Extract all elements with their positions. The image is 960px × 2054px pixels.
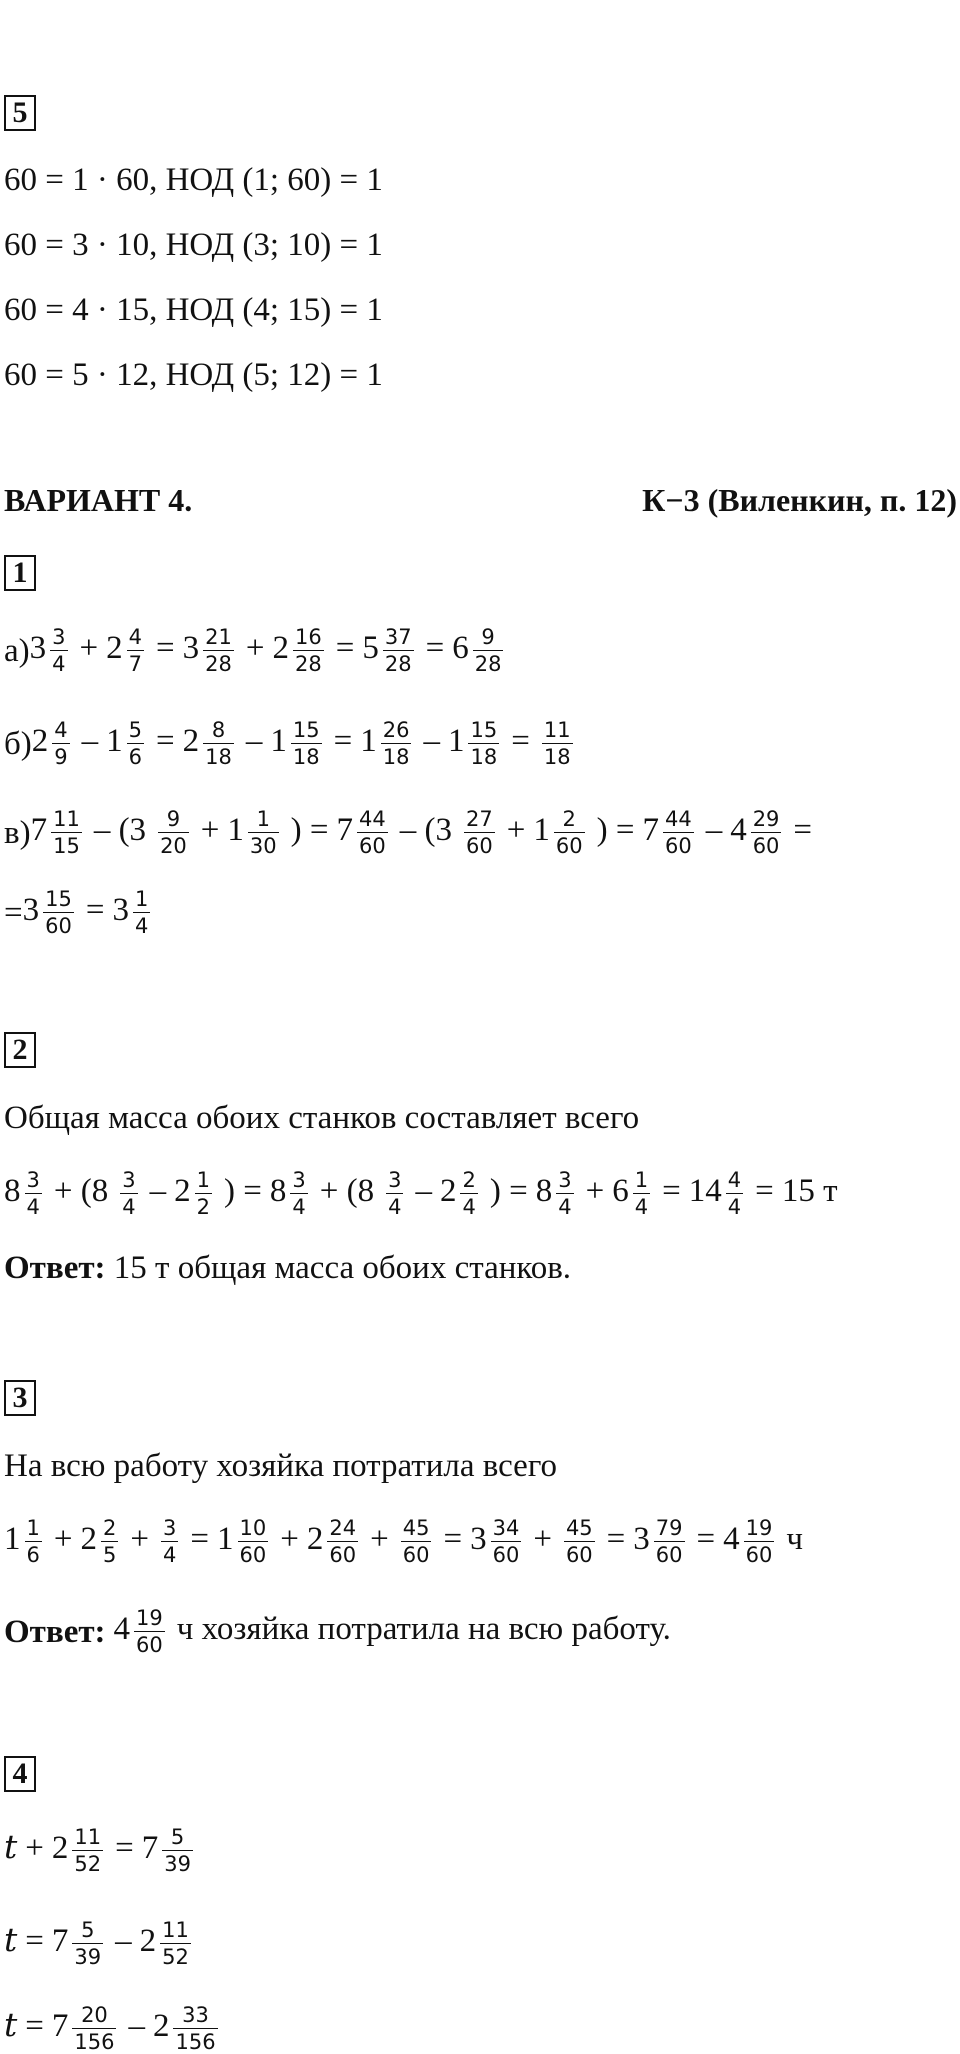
task1-b-expression [32, 718, 577, 769]
fraction [72, 2003, 116, 2054]
fraction [468, 718, 499, 769]
fraction-numerator: 3 [388, 1168, 402, 1192]
fraction-denominator: 60 [655, 1543, 683, 1567]
operator: = [115, 1830, 134, 1867]
operator: ) = [290, 812, 329, 849]
fraction-denominator: 4 [122, 1195, 136, 1219]
task1-line-v-continued [4, 887, 154, 938]
task1-line-a [4, 625, 507, 676]
fraction-numerator: 5 [170, 1825, 185, 1849]
fraction [663, 807, 694, 858]
task2-answer-text: 15 т общая масса обоих станков. [105, 1250, 572, 1286]
task3-expression [4, 1516, 811, 1567]
fraction-numerator: 4 [727, 1168, 742, 1192]
operator: ) = [223, 1173, 262, 1210]
operator: + [79, 630, 99, 667]
mixed-number-whole: 1 [533, 812, 550, 849]
task2-statement: Общая масса обоих станков составляет всего [4, 1100, 640, 1136]
fraction [120, 1168, 137, 1219]
mixed-number-whole: 2 [182, 723, 200, 760]
task2-expression [4, 1168, 846, 1219]
fraction [327, 1516, 358, 1567]
fraction [203, 718, 234, 769]
task-number-5: 5 [4, 95, 36, 131]
operator: ч хозяйка потратила на всю работу. [176, 1611, 671, 1648]
operator: + (8 [53, 1173, 109, 1210]
fraction-denominator: 60 [565, 1543, 593, 1567]
fraction-denominator: 6 [128, 745, 143, 769]
fraction-denominator: 52 [74, 1852, 102, 1876]
mixed-number-whole: 2 [106, 630, 123, 667]
fraction-denominator: 4 [388, 1195, 402, 1219]
operator: + [25, 1830, 44, 1867]
task3-answer-label: Ответ: [4, 1613, 106, 1650]
task5-line-4: 60 = 5 · 12, НОД (5; 12) = 1 [4, 357, 383, 393]
operator: ) = [489, 1173, 528, 1210]
fraction-denominator: 18 [543, 745, 571, 769]
operator: + [533, 1521, 552, 1558]
fraction-numerator: 15 [470, 718, 498, 742]
fraction-numerator: 1 [634, 1168, 649, 1192]
fraction-numerator: 79 [655, 1516, 683, 1540]
fraction-denominator: 20 [160, 834, 187, 858]
fraction [127, 718, 144, 769]
test-heading: К−3 (Виленкин, п. 12) [642, 482, 957, 518]
mixed-number-whole: 7 [141, 1830, 159, 1867]
fraction-denominator: 60 [239, 1543, 267, 1567]
fraction-numerator: 8 [211, 718, 226, 742]
mixed-number-whole: 1 [227, 812, 244, 849]
operator: = [333, 723, 353, 760]
operator: – [115, 1923, 132, 1960]
fraction [25, 1168, 42, 1219]
fraction-numerator: 20 [81, 2003, 108, 2027]
task2-formula [4, 1168, 846, 1219]
fraction-denominator: 28 [295, 652, 322, 676]
fraction-numerator: 9 [481, 625, 495, 649]
fraction [161, 1516, 178, 1567]
operator: + [370, 1521, 389, 1558]
operator: = [156, 723, 175, 760]
fraction-denominator: 4 [163, 1543, 177, 1567]
variable-t: t [4, 2005, 18, 2045]
operator: – [705, 812, 723, 849]
fraction-denominator: 28 [384, 652, 412, 676]
task5-line-2: 60 = 3 · 10, НОД (3; 10) = 1 [4, 227, 383, 263]
operator: – [415, 1173, 432, 1210]
variable-t: t [4, 1827, 18, 1867]
fraction-denominator: 60 [136, 1633, 163, 1657]
fraction-denominator: 60 [359, 834, 386, 858]
fraction [203, 625, 234, 676]
fraction [290, 1168, 307, 1219]
fraction-denominator: 4 [134, 914, 149, 938]
fraction-numerator: 5 [81, 1918, 95, 1942]
mixed-number-whole: 8 [535, 1173, 553, 1210]
operator: – [128, 2008, 145, 2045]
fraction [542, 718, 573, 769]
mixed-number-whole: 3 [633, 1521, 650, 1558]
operator: + [506, 812, 526, 849]
fraction-numerator: 11 [74, 1825, 102, 1849]
fraction [51, 807, 82, 858]
fraction-denominator: 18 [292, 745, 320, 769]
fraction-denominator: 4 [634, 1195, 649, 1219]
fraction-denominator: 60 [402, 1543, 430, 1567]
operator: – [245, 723, 263, 760]
fraction-numerator: 4 [54, 718, 68, 742]
fraction [460, 1168, 477, 1219]
operator: + [130, 1521, 149, 1558]
operator: = [25, 1923, 44, 1960]
fraction-denominator: 60 [745, 1543, 773, 1567]
fraction [291, 718, 322, 769]
operator: – (3 [93, 812, 147, 849]
mixed-number-whole: 14 [688, 1173, 722, 1210]
mixed-number-whole: 3 [29, 630, 47, 667]
mixed-number-whole: 1 [270, 723, 287, 760]
fraction-numerator: 3 [122, 1168, 136, 1192]
mixed-number-whole: 2 [51, 1830, 69, 1867]
operator: + [280, 1521, 299, 1558]
fraction-numerator: 2 [462, 1168, 476, 1192]
mixed-number-whole: 4 [730, 812, 747, 849]
mixed-number-whole: 7 [30, 812, 48, 849]
mixed-number-whole: 4 [113, 1611, 131, 1648]
task1-v-prefix: в) [4, 814, 31, 851]
fraction-numerator: 29 [752, 807, 780, 831]
fraction-denominator: 4 [26, 1195, 40, 1219]
operator: – [423, 723, 440, 760]
fraction-denominator: 39 [74, 1945, 102, 1969]
mixed-number-whole: 1 [360, 723, 377, 760]
task3-formula [4, 1516, 811, 1567]
fraction [383, 625, 414, 676]
fraction [127, 625, 144, 676]
fraction [133, 887, 150, 938]
fraction-denominator: 9 [54, 745, 68, 769]
fraction [744, 1516, 775, 1567]
mixed-number-whole: 3 [182, 630, 200, 667]
task5-line-3: 60 = 4 · 15, НОД (4; 15) = 1 [4, 292, 383, 328]
fraction-numerator: 33 [182, 2003, 209, 2027]
operator: ) = [596, 812, 635, 849]
fraction [491, 1516, 522, 1567]
fraction [381, 718, 412, 769]
mixed-number-whole: 7 [51, 1923, 69, 1960]
fraction-numerator: 3 [52, 625, 66, 649]
fraction-denominator: 4 [727, 1195, 742, 1219]
operator: = [156, 630, 175, 667]
fraction [43, 887, 74, 938]
fraction-denominator: 52 [162, 1945, 189, 1969]
fraction-denominator: 156 [175, 2030, 216, 2054]
mixed-number-whole: 7 [336, 812, 354, 849]
task1-v2-expression [23, 887, 155, 938]
fraction-numerator: 2 [562, 807, 576, 831]
fraction-numerator: 19 [136, 1606, 163, 1630]
mixed-number-whole: 4 [723, 1521, 740, 1558]
fraction [564, 1516, 595, 1567]
task4-line-2 [4, 1918, 195, 1969]
operator: – [81, 723, 99, 760]
mixed-number-whole: 2 [439, 1173, 457, 1210]
fraction-numerator: 3 [163, 1516, 177, 1540]
task4-expression-1 [4, 1825, 197, 1876]
fraction-denominator: 28 [205, 652, 232, 676]
fraction [386, 1168, 403, 1219]
mixed-number-whole: 8 [4, 1173, 21, 1210]
fraction [554, 807, 585, 858]
fraction-denominator: 60 [555, 834, 583, 858]
operator: = [25, 2008, 44, 2045]
fraction [134, 1606, 165, 1657]
task1-line-v [4, 807, 820, 858]
fraction-numerator: 2 [103, 1516, 117, 1540]
fraction [162, 1825, 193, 1876]
fraction-denominator: 30 [249, 834, 277, 858]
task4-line-1 [4, 1825, 197, 1876]
mixed-number-whole: 1 [4, 1521, 21, 1558]
fraction-numerator: 34 [492, 1516, 520, 1540]
operator: = [511, 723, 530, 760]
task4-expression-3 [4, 2003, 222, 2054]
mixed-number-whole: 7 [642, 812, 659, 849]
fraction-denominator: 6 [26, 1543, 40, 1567]
task2-answer [4, 1248, 571, 1288]
fraction [751, 807, 782, 858]
fraction-denominator: 7 [128, 652, 143, 676]
operator: + [200, 812, 220, 849]
fraction-denominator: 60 [664, 834, 692, 858]
fraction-denominator: 60 [752, 834, 780, 858]
task1-line-b [4, 718, 577, 769]
mixed-number-whole: 2 [139, 1923, 157, 1960]
fraction-numerator: 15 [45, 887, 72, 911]
mixed-number-whole: 1 [217, 1521, 234, 1558]
fraction-denominator: 4 [558, 1195, 572, 1219]
task1-b-prefix: б) [4, 725, 32, 762]
fraction [158, 807, 189, 858]
mixed-number-whole: 3 [22, 892, 40, 929]
variant-heading: ВАРИАНТ 4. [4, 482, 193, 518]
fraction [72, 1918, 103, 1969]
fraction-numerator: 1 [134, 887, 149, 911]
fraction-numerator: 44 [664, 807, 692, 831]
fraction-numerator: 3 [26, 1168, 40, 1192]
fraction-numerator: 4 [128, 625, 143, 649]
fraction-numerator: 3 [292, 1168, 306, 1192]
fraction-numerator: 10 [239, 1516, 267, 1540]
task3-answer-expression [114, 1606, 679, 1657]
fraction-numerator: 9 [166, 807, 181, 831]
fraction-denominator: 2 [196, 1195, 210, 1219]
fraction [726, 1168, 743, 1219]
fraction-numerator: 5 [128, 718, 143, 742]
mixed-number-whole: 2 [80, 1521, 97, 1558]
fraction-denominator: 18 [205, 745, 232, 769]
fraction [195, 1168, 212, 1219]
operator: = [425, 630, 445, 667]
fraction-numerator: 24 [329, 1516, 357, 1540]
mixed-number-whole: 6 [452, 630, 469, 667]
fraction-denominator: 15 [53, 834, 80, 858]
operator: = [662, 1173, 681, 1210]
mixed-number-whole: 5 [362, 630, 379, 667]
fraction-denominator: 156 [74, 2030, 115, 2054]
fraction-numerator: 45 [402, 1516, 430, 1540]
fraction-numerator: 15 [292, 718, 320, 742]
fraction-numerator: 44 [359, 807, 386, 831]
fraction-denominator: 4 [52, 652, 66, 676]
fraction-numerator: 45 [565, 1516, 593, 1540]
operator: = [696, 1521, 716, 1558]
fraction-denominator: 18 [382, 745, 410, 769]
fraction [293, 625, 324, 676]
task-number-3: 3 [4, 1380, 36, 1416]
fraction [556, 1168, 573, 1219]
fraction-denominator: 60 [466, 834, 493, 858]
operator: + (8 [319, 1173, 375, 1210]
fraction-denominator: 39 [164, 1852, 191, 1876]
operator: = [606, 1521, 626, 1558]
fraction-numerator: 37 [384, 625, 412, 649]
operator: + [53, 1521, 73, 1558]
mixed-number-whole: 2 [306, 1521, 324, 1558]
fraction-numerator: 26 [382, 718, 410, 742]
fraction-numerator: 3 [558, 1168, 572, 1192]
fraction [160, 1918, 191, 1969]
fraction-numerator: 16 [295, 625, 322, 649]
operator: + [585, 1173, 605, 1210]
mixed-number-whole: 2 [152, 2008, 170, 2045]
fraction [25, 1516, 42, 1567]
fraction-numerator: 11 [53, 807, 80, 831]
mixed-number-whole: 2 [174, 1173, 191, 1210]
operator: ч [786, 1521, 803, 1558]
fraction [50, 625, 67, 676]
variable-t: t [4, 1920, 18, 1960]
operator: + [245, 630, 265, 667]
operator: = [443, 1521, 463, 1558]
operator: – (3 [399, 812, 452, 849]
fraction-denominator: 5 [103, 1543, 117, 1567]
fraction [248, 807, 279, 858]
fraction-denominator: 28 [474, 652, 502, 676]
fraction-numerator: 11 [543, 718, 571, 742]
task3-statement: На всю работу хозяйка потратила всего [4, 1448, 558, 1484]
task-number-2: 2 [4, 1032, 36, 1068]
mixed-number-whole: 3 [112, 892, 129, 929]
mixed-number-whole: 1 [106, 723, 123, 760]
mixed-number-whole: 8 [269, 1173, 287, 1210]
mixed-number-whole: 1 [447, 723, 465, 760]
fraction [473, 625, 504, 676]
fraction-numerator: 11 [162, 1918, 189, 1942]
task1-v2-prefix: = [4, 894, 23, 931]
task-number-1: 1 [4, 555, 36, 591]
task-number-4: 4 [4, 1756, 36, 1792]
fraction-denominator: 4 [292, 1195, 306, 1219]
fraction-numerator: 21 [205, 625, 232, 649]
fraction [401, 1516, 432, 1567]
operator: = 15 т [755, 1173, 838, 1210]
fraction-numerator: 1 [26, 1516, 40, 1540]
fraction [52, 718, 69, 769]
operator: = [793, 812, 813, 849]
task2-answer-label: Ответ: [4, 1250, 106, 1286]
fraction-numerator: 1 [196, 1168, 210, 1192]
fraction-denominator: 60 [45, 914, 72, 938]
fraction [357, 807, 388, 858]
fraction [101, 1516, 118, 1567]
operator: – [149, 1173, 167, 1210]
task5-line-1: 60 = 1 · 60, НОД (1; 60) = 1 [4, 162, 383, 198]
operator: = [190, 1521, 209, 1558]
fraction [654, 1516, 685, 1567]
fraction-numerator: 27 [466, 807, 493, 831]
operator: = [335, 630, 355, 667]
mixed-number-whole: 2 [272, 630, 289, 667]
mixed-number-whole: 7 [51, 2008, 69, 2045]
fraction [633, 1168, 650, 1219]
fraction [173, 2003, 217, 2054]
task4-line-3 [4, 2003, 222, 2054]
mixed-number-whole: 3 [470, 1521, 487, 1558]
fraction-numerator: 1 [256, 807, 270, 831]
mixed-number-whole: 6 [612, 1173, 629, 1210]
fraction-denominator: 60 [329, 1543, 357, 1567]
fraction [238, 1516, 269, 1567]
task1-a-prefix: а) [4, 632, 30, 669]
task1-a-expression [30, 625, 508, 676]
task3-answer [4, 1606, 679, 1657]
fraction-denominator: 60 [492, 1543, 520, 1567]
task1-v-expression [31, 807, 820, 858]
fraction-denominator: 18 [470, 745, 498, 769]
fraction-numerator: 19 [745, 1516, 773, 1540]
fraction [464, 807, 495, 858]
operator: = [85, 892, 105, 929]
mixed-number-whole: 2 [31, 723, 49, 760]
fraction-denominator: 4 [462, 1195, 476, 1219]
task4-expression-2 [4, 1918, 195, 1969]
fraction [72, 1825, 103, 1876]
